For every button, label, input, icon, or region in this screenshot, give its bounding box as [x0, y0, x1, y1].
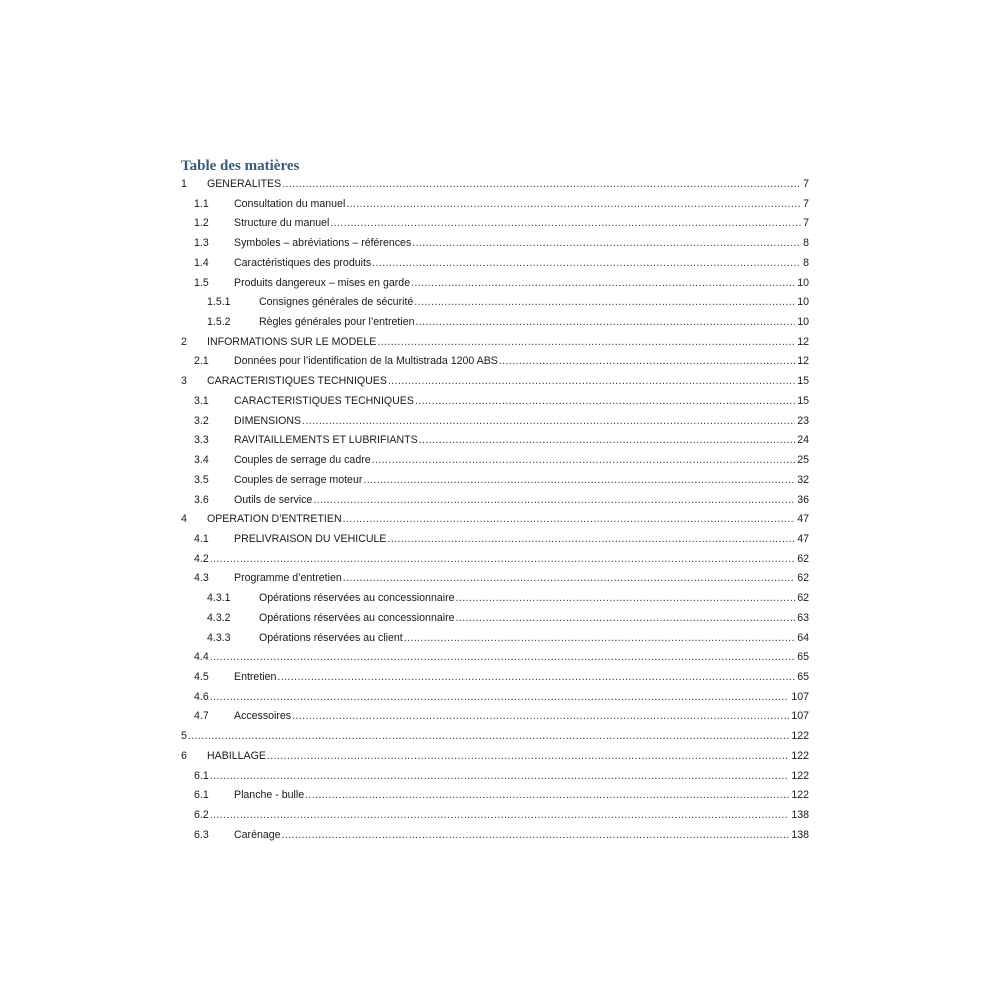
toc-entry-page: 12 — [795, 333, 809, 353]
toc-entry-label: Planche - bulle — [234, 786, 305, 806]
dot-leader — [282, 826, 790, 846]
toc-entry-label: Symboles – abréviations – références — [234, 234, 412, 254]
dot-leader — [302, 412, 795, 432]
toc-entry-page: 107 — [789, 688, 809, 708]
dot-leader — [419, 431, 796, 451]
toc-entry-page: 15 — [795, 392, 809, 412]
toc-entry-page: 122 — [789, 727, 809, 747]
toc-entry-page: 47 — [795, 530, 809, 550]
toc-entry-number: 4.3.1 — [207, 592, 231, 605]
toc-entry[interactable] — [181, 431, 809, 451]
toc-entry[interactable] — [181, 293, 809, 313]
toc-entry-page: 107 — [789, 707, 809, 727]
toc-entry-number: 3.1 — [194, 394, 209, 407]
toc-entry-label: PRELIVRAISON DU VEHICULE — [234, 530, 387, 550]
toc-entry-number: 4.3 — [194, 572, 209, 585]
toc-entry-page: 32 — [795, 471, 809, 491]
toc-entry-page: 65 — [795, 668, 809, 688]
toc-entry[interactable] — [181, 195, 809, 215]
toc-entry-label: Outils de service — [234, 491, 313, 511]
dot-leader — [412, 234, 801, 254]
toc-entry-label: Carénage — [234, 826, 282, 846]
toc-entry[interactable] — [181, 648, 809, 668]
toc-entry[interactable] — [181, 392, 809, 412]
toc-entry[interactable] — [181, 707, 809, 727]
toc-entry-label: 4.2 — [194, 550, 210, 570]
toc-entry-page: 36 — [795, 491, 809, 511]
toc-entry-number: 1.5 — [194, 276, 209, 289]
table-of-contents — [181, 175, 809, 845]
toc-entry-number: 4.7 — [194, 710, 209, 723]
toc-entry-number: 2.1 — [194, 355, 209, 368]
toc-entry-number: 3.5 — [194, 473, 209, 486]
toc-entry-label: HABILLAGE — [207, 747, 267, 767]
toc-entry[interactable] — [181, 352, 809, 372]
toc-entry-label: 6.1 — [194, 767, 210, 787]
dot-leader — [210, 767, 790, 787]
dot-leader — [330, 214, 801, 234]
toc-entry[interactable] — [181, 372, 809, 392]
toc-entry-page: 12 — [795, 352, 809, 372]
toc-entry[interactable] — [181, 274, 809, 294]
toc-entry[interactable] — [181, 826, 809, 846]
toc-entry-page: 47 — [795, 510, 809, 530]
toc-entry-page: 138 — [789, 806, 809, 826]
toc-entry-page: 24 — [795, 431, 809, 451]
toc-entry-page: 7 — [801, 214, 809, 234]
page-title: Table des matières — [181, 158, 300, 174]
toc-entry-number: 4 — [181, 513, 187, 526]
toc-entry-label: Couples de serrage du cadre — [234, 451, 372, 471]
toc-entry-page: 7 — [801, 175, 809, 195]
toc-entry-label: DIMENSIONS — [234, 412, 302, 432]
dot-leader — [415, 313, 795, 333]
dot-leader — [363, 471, 795, 491]
dot-leader — [388, 372, 795, 392]
dot-leader — [404, 629, 796, 649]
dot-leader — [346, 195, 801, 215]
toc-entry-number: 6.3 — [194, 828, 209, 841]
toc-entry-number: 3.3 — [194, 434, 209, 447]
dot-leader — [210, 688, 790, 708]
toc-entry-page: 63 — [795, 609, 809, 629]
toc-entry-label: 6.2 — [194, 806, 210, 826]
toc-entry-page: 10 — [795, 274, 809, 294]
toc-entry-label: 4.4 — [194, 648, 210, 668]
toc-entry-page: 122 — [789, 786, 809, 806]
toc-entry-page: 7 — [801, 195, 809, 215]
toc-entry-number: 1.2 — [194, 217, 209, 230]
toc-entry-number: 4.5 — [194, 670, 209, 683]
toc-entry[interactable] — [181, 629, 809, 649]
toc-entry-number: 6.1 — [194, 789, 209, 802]
toc-entry-label: Opérations réservées au concessionnaire — [259, 609, 456, 629]
toc-entry-label: Entretien — [234, 668, 277, 688]
toc-entry-page: 23 — [795, 412, 809, 432]
toc-entry[interactable] — [181, 668, 809, 688]
toc-entry-page: 8 — [801, 234, 809, 254]
toc-entry[interactable] — [181, 451, 809, 471]
dot-leader — [282, 175, 801, 195]
toc-entry[interactable] — [181, 234, 809, 254]
toc-entry[interactable] — [181, 214, 809, 234]
toc-entry[interactable] — [181, 471, 809, 491]
dot-leader — [210, 648, 795, 668]
toc-entry-number: 6 — [181, 749, 187, 762]
toc-entry-page: 138 — [789, 826, 809, 846]
toc-entry[interactable] — [181, 550, 809, 570]
toc-entry-label: 4.6 — [194, 688, 210, 708]
toc-entry-label: Couples de serrage moteur — [234, 471, 363, 491]
toc-entry-label: Données pour l’identification de la Multistrada 1200 ABS — [234, 352, 499, 372]
toc-entry[interactable] — [181, 589, 809, 609]
toc-entry-number: 2 — [181, 335, 187, 348]
toc-entry-number: 1.1 — [194, 197, 209, 210]
toc-entry-number: 4.3.2 — [207, 611, 231, 624]
toc-entry[interactable] — [181, 806, 809, 826]
toc-entry-label: GENERALITES — [207, 175, 282, 195]
toc-entry-label: RAVITAILLEMENTS ET LUBRIFIANTS — [234, 431, 419, 451]
toc-entry-number: 1.5.2 — [207, 316, 231, 329]
toc-entry-number: 4.1 — [194, 532, 209, 545]
toc-entry-number: 4.3.3 — [207, 631, 231, 644]
toc-entry-number: 3.4 — [194, 454, 209, 467]
dot-leader — [343, 569, 795, 589]
toc-entry-label: OPERATION D’ENTRETIEN — [207, 510, 343, 530]
toc-entry-page: 62 — [795, 589, 809, 609]
toc-entry-page: 25 — [795, 451, 809, 471]
toc-entry-label: Consignes générales de sécurité — [259, 293, 414, 313]
dot-leader — [292, 707, 789, 727]
dot-leader — [456, 609, 796, 629]
toc-entry-number: 3.6 — [194, 493, 209, 506]
dot-leader — [499, 352, 795, 372]
dot-leader — [210, 550, 795, 570]
toc-entry[interactable] — [181, 175, 809, 195]
toc-entry-page: 8 — [801, 254, 809, 274]
toc-entry-label: Programme d’entretien — [234, 569, 343, 589]
dot-leader — [414, 293, 795, 313]
dot-leader — [372, 254, 801, 274]
toc-entry[interactable] — [181, 688, 809, 708]
toc-entry[interactable] — [181, 510, 809, 530]
toc-entry-label: Structure du manuel — [234, 214, 330, 234]
dot-leader — [372, 451, 796, 471]
toc-entry-number: 1.3 — [194, 237, 209, 250]
dot-leader — [305, 786, 789, 806]
toc-entry-label: 5 — [181, 727, 188, 747]
toc-entry-label: INFORMATIONS SUR LE MODELE — [207, 333, 377, 353]
toc-entry[interactable] — [181, 569, 809, 589]
dot-leader — [277, 668, 795, 688]
toc-entry-label: CARACTERISTIQUES TECHNIQUES — [207, 372, 388, 392]
dot-leader — [313, 491, 795, 511]
toc-entry-page: 10 — [795, 293, 809, 313]
toc-entry-label: CARACTERISTIQUES TECHNIQUES — [234, 392, 415, 412]
toc-entry[interactable] — [181, 609, 809, 629]
toc-entry-label: Opérations réservées au concessionnaire — [259, 589, 456, 609]
toc-entry[interactable] — [181, 491, 809, 511]
toc-entry-label: Opérations réservées au client — [259, 629, 404, 649]
toc-entry-number: 1.5.1 — [207, 296, 231, 309]
toc-entry-page: 10 — [795, 313, 809, 333]
toc-entry-label: Accessoires — [234, 707, 292, 727]
dot-leader — [188, 727, 789, 747]
dot-leader — [210, 806, 790, 826]
toc-entry-page: 122 — [789, 747, 809, 767]
toc-entry[interactable] — [181, 254, 809, 274]
dot-leader — [387, 530, 795, 550]
toc-entry[interactable] — [181, 412, 809, 432]
toc-entry-label: Caractéristiques des produits — [234, 254, 372, 274]
toc-entry[interactable] — [181, 727, 809, 747]
toc-entry-page: 15 — [795, 372, 809, 392]
dot-leader — [456, 589, 796, 609]
toc-entry-number: 1.4 — [194, 256, 209, 269]
toc-entry-page: 64 — [795, 629, 809, 649]
dot-leader — [377, 333, 795, 353]
toc-entry-page: 62 — [795, 569, 809, 589]
toc-entry-page: 122 — [789, 767, 809, 787]
toc-entry-label: Produits dangereux – mises en garde — [234, 274, 411, 294]
toc-entry[interactable] — [181, 747, 809, 767]
toc-entry-number: 3 — [181, 375, 187, 388]
dot-leader — [267, 747, 789, 767]
toc-entry[interactable] — [181, 530, 809, 550]
dot-leader — [415, 392, 795, 412]
toc-entry[interactable] — [181, 786, 809, 806]
toc-entry-label: Règles générales pour l’entretien — [259, 313, 415, 333]
toc-entry[interactable] — [181, 767, 809, 787]
dot-leader — [343, 510, 796, 530]
dot-leader — [411, 274, 795, 294]
toc-entry-label: Consultation du manuel — [234, 195, 346, 215]
toc-entry[interactable] — [181, 313, 809, 333]
toc-entry-page: 65 — [795, 648, 809, 668]
toc-entry-number: 3.2 — [194, 414, 209, 427]
toc-entry-number: 1 — [181, 178, 187, 190]
toc-entry-page: 62 — [795, 550, 809, 570]
toc-entry[interactable] — [181, 333, 809, 353]
